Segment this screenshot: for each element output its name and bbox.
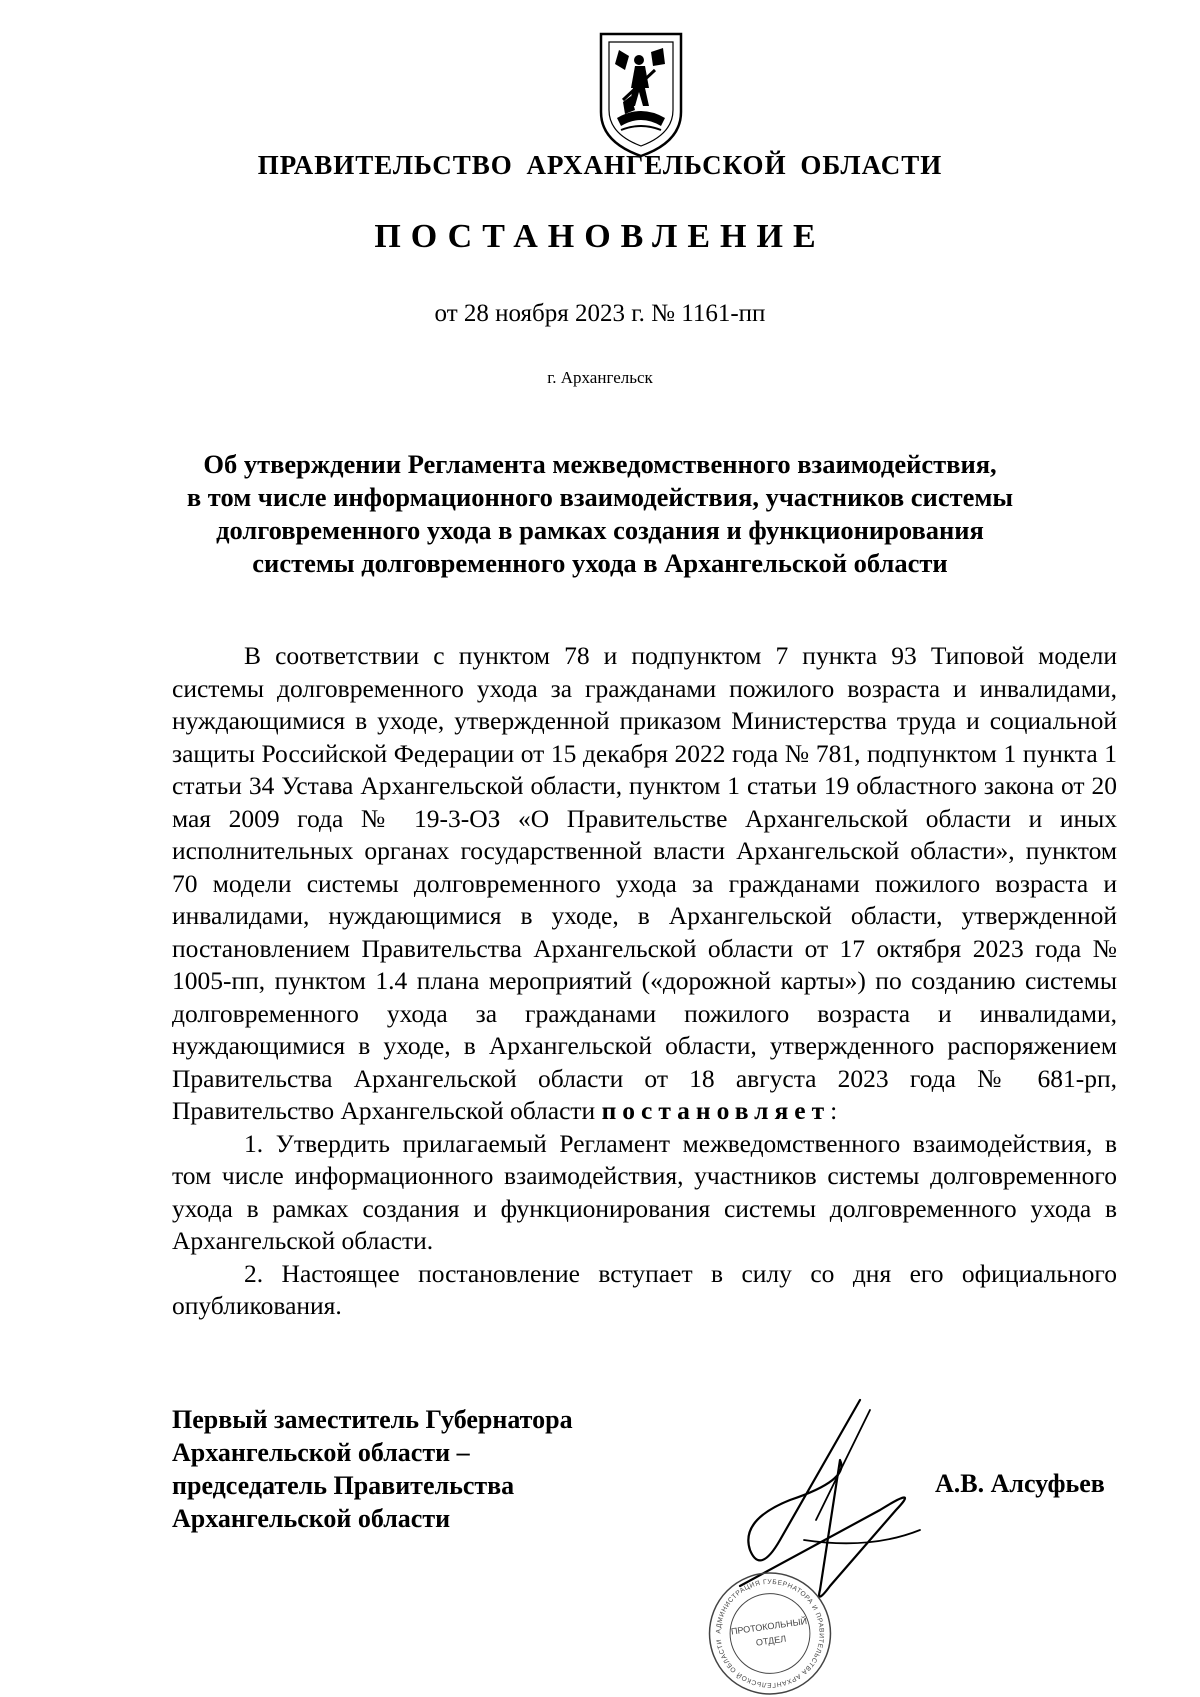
stamp-center-line: ОТДЕЛ — [755, 1633, 787, 1648]
title-line: в том числе информационного взаимодействия, участников системы — [186, 482, 1014, 512]
resolves-word: постановляет — [601, 1096, 831, 1125]
title-line: Об утверждении Регламента межведомственного взаимодействия, — [203, 449, 997, 479]
position-line: Архангельской области — [172, 1504, 451, 1533]
title-line: долговременного ухода в рамках создания и функционирования — [216, 515, 984, 545]
resolves-colon: : — [830, 1096, 838, 1125]
document-body — [172, 640, 1117, 1323]
stamp-center-line: ПРОТОКОЛЬНЫЙ — [730, 1616, 808, 1637]
position-line: председатель Правительства — [172, 1471, 515, 1500]
position-line: Первый заместитель Губернатора — [172, 1405, 573, 1434]
preamble-text: В соответствии с пунктом 78 и подпунктом 7 пункта 93 Типовой модели системы долговременного ухода за гражданами пожилого возраста и инвалидами, нуждающимися в уходе, утвержденной приказом Министерства труда и социальной защиты Российской Федерации от 15 декабря 2022 года № 781, подпунктом 1 пункта 1 статьи 34 Устава Архангельской области, пунктом 1 статьи 19 областного закона от 20 мая 2009 года № 19-3-ОЗ «О Правительстве Архангельской области и иных исполнительных органах государственной власти Архангельской области», пунктом 70 модели системы долговременного ухода за гражданами пожилого возраста и инвалидами, нуждающимися в уходе, в Архангельской области, утвержденной постановлением Правительства Архангельской области от 17 октября 2023 года № 1005-пп, пунктом 1.4 плана мероприятий («дорожной карты») по созданию системы долговременного ухода за гражданами пожилого возраста и инвалидами, нуждающимися в уходе, в Архангельской области, утвержденного распоряжением Правительства Архангельской области от 18 августа 2023 года № 681-рп, Правительство Архангельской области — [172, 641, 1117, 1125]
preamble-paragraph — [172, 640, 1117, 1128]
stamp-ring-text: АДМИНИСТРАЦИЯ ГУБЕРНАТОРА И ПРАВИТЕЛЬСТВА АРХАНГЕЛЬСКОЙ ОБЛАСТИ — [715, 1578, 825, 1689]
signatory-name: А.В. Алсуфьев — [935, 1469, 1105, 1498]
document-type: ПОСТАНОВЛЕНИЕ — [374, 218, 826, 255]
item-1-paragraph: 1. Утвердить прилагаемый Регламент межведомственного взаимодействия, в том числе информационного взаимодействия, участников системы долговременного ухода в рамках создания и функционирования системы долговременного ухода в Архангельской области. — [172, 1128, 1117, 1255]
document-title — [140, 448, 1060, 580]
issuing-authority: ПРАВИТЕЛЬСТВО АРХАНГЕЛЬСКОЙ ОБЛАСТИ — [257, 150, 943, 180]
item-2-paragraph: 2. Настоящее постановление вступает в силу со дня его официального опубликования. — [172, 1258, 1117, 1320]
document-city: г. Архангельск — [547, 368, 653, 387]
document-date-number: от 28 ноября 2023 г. № 1161-пп — [434, 300, 766, 327]
position-line: Архангельской области – — [172, 1438, 470, 1467]
coat-of-arms-emblem — [595, 30, 687, 160]
signatory-position — [172, 1403, 692, 1535]
title-line: системы долговременного ухода в Архангельской области — [252, 548, 948, 578]
official-stamp — [665, 1570, 875, 1697]
